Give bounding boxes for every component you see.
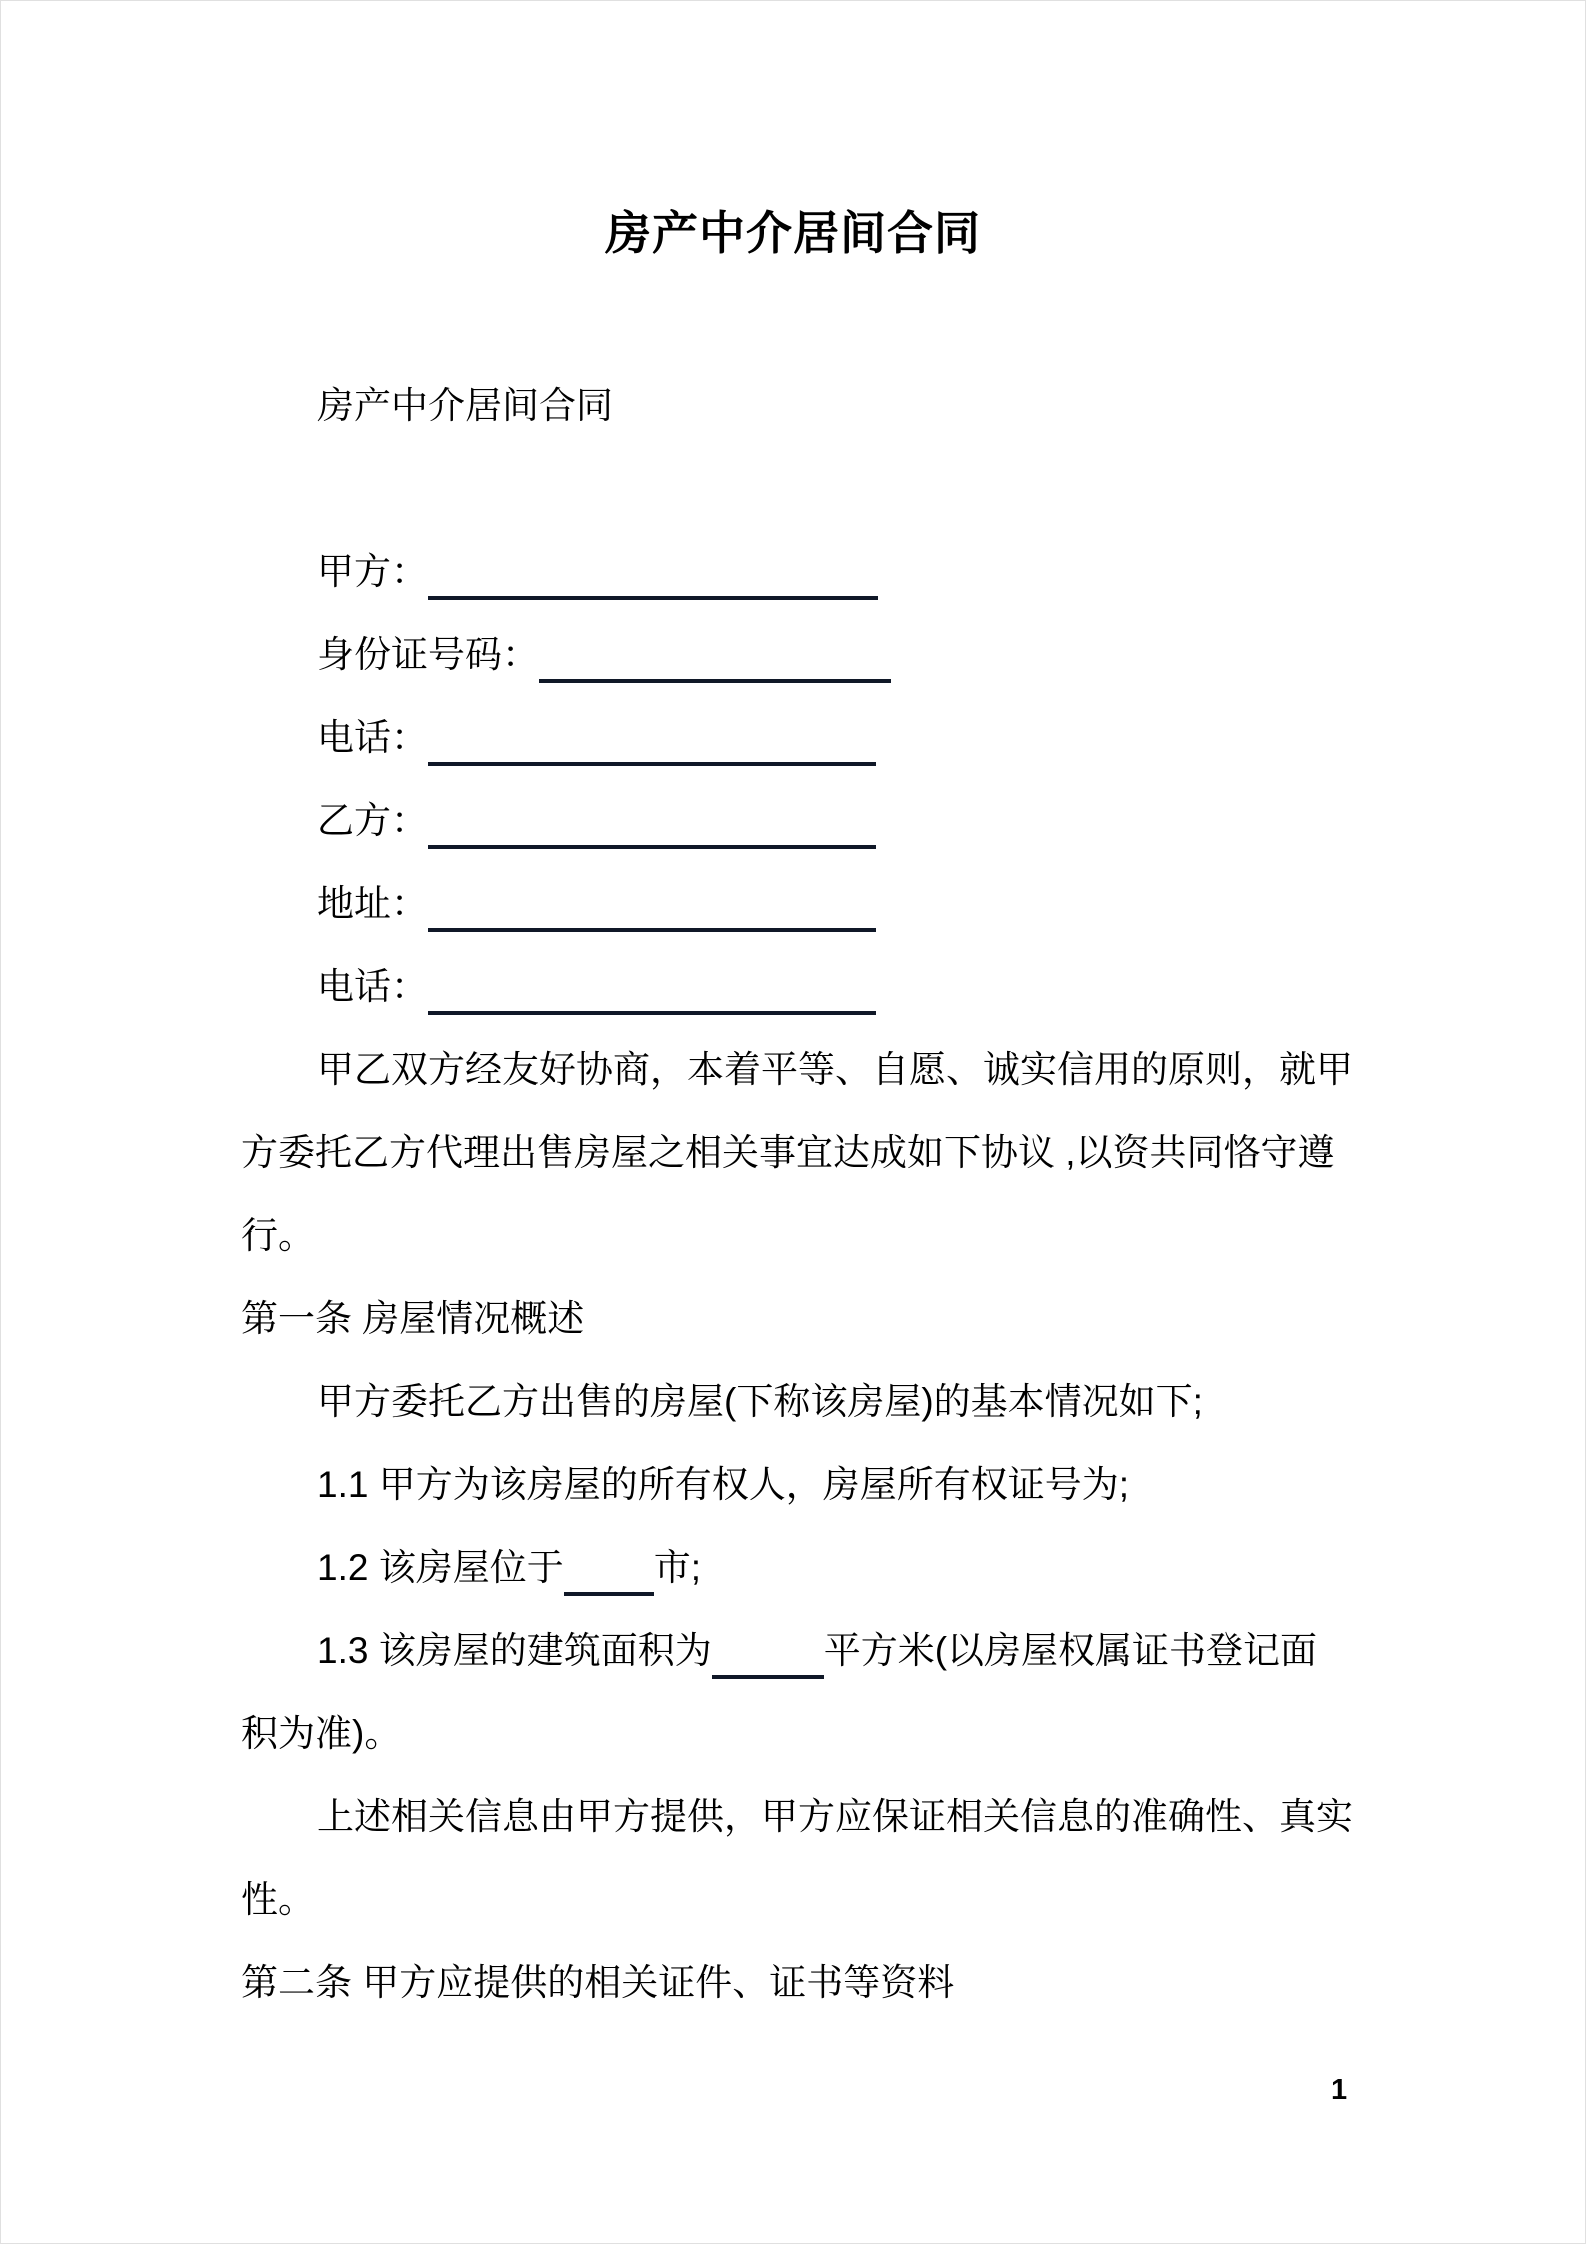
fill-in-blank-underline [428, 556, 878, 600]
clause-1-1 [241, 1443, 1351, 1526]
field-address [241, 862, 1351, 945]
text-run: 方委托乙方代理出售房屋之相关事宜达成如下协议 ,以资共同恪守遵 [241, 1132, 1335, 1173]
para-preamble-line-2 [241, 1111, 1351, 1194]
text-run: 行。 [241, 1215, 315, 1256]
clause-1-3-line-2 [241, 1692, 1351, 1775]
fill-in-blank-underline [428, 722, 876, 766]
article-1-heading [241, 1277, 1351, 1360]
fill-in-blank-underline [564, 1552, 654, 1596]
text-run: 甲方委托乙方出售的房屋(下称该房屋)的基本情况如下; [317, 1381, 1203, 1422]
document-title: 房产中介居间合同 [605, 207, 981, 259]
para-preamble-line-3 [241, 1194, 1351, 1277]
page-number: 1 [1331, 2074, 1348, 2106]
field-party-a [241, 530, 1351, 613]
text-run: 第二条 甲方应提供的相关证件、证书等资料 [241, 1962, 955, 2003]
field-party-b [241, 779, 1351, 862]
text-run: 第一条 房屋情况概述 [241, 1298, 585, 1339]
clause-1-2 [241, 1526, 1351, 1609]
field-phone-2 [241, 945, 1351, 1028]
spacer-after-title [241, 281, 1351, 364]
text-run: 积为准)。 [241, 1713, 402, 1754]
article-2-heading [241, 1941, 1351, 2024]
text-run: 电话： [317, 717, 428, 758]
spacer-after-subtitle [241, 447, 1351, 530]
fill-in-blank-underline [539, 639, 891, 683]
fill-in-blank-underline [428, 888, 876, 932]
text-run: 电话： [317, 966, 428, 1007]
text-run: 1.1 甲方为该房屋的所有权人，房屋所有权证号为; [317, 1464, 1129, 1505]
text-run: 地址： [317, 883, 428, 924]
text-run: 身份证号码： [317, 634, 539, 675]
subtitle [241, 364, 1351, 447]
text-run: 上述相关信息由甲方提供，甲方应保证相关信息的准确性、真实 [317, 1796, 1353, 1837]
article-1-intro [241, 1360, 1351, 1443]
para-guarantee-line-1 [241, 1775, 1351, 1858]
text-run: 1.2 该房屋位于 [317, 1547, 564, 1588]
text-run: 市; [653, 1547, 701, 1588]
fill-in-blank-underline [428, 971, 876, 1015]
text-run: 甲方： [317, 551, 428, 592]
text-run: 房产中介居间合同 [317, 385, 613, 426]
para-guarantee-line-2 [241, 1858, 1351, 1941]
clause-1-3-line-1 [241, 1609, 1351, 1692]
fill-in-blank-underline [428, 805, 876, 849]
field-phone-1 [241, 696, 1351, 779]
text-run: 平方米(以房屋权属证书登记面 [823, 1630, 1318, 1671]
text-run: 1.3 该房屋的建筑面积为 [317, 1630, 712, 1671]
field-id-number [241, 613, 1351, 696]
text-run: 乙方： [317, 800, 428, 841]
document-body [241, 281, 1351, 2024]
text-run: 甲乙双方经友好协商，本着平等、自愿、诚实信用的原则，就甲 [317, 1049, 1353, 1090]
para-preamble-line-1 [241, 1028, 1351, 1111]
text-run: 性。 [241, 1879, 315, 1920]
fill-in-blank-underline [712, 1635, 824, 1679]
